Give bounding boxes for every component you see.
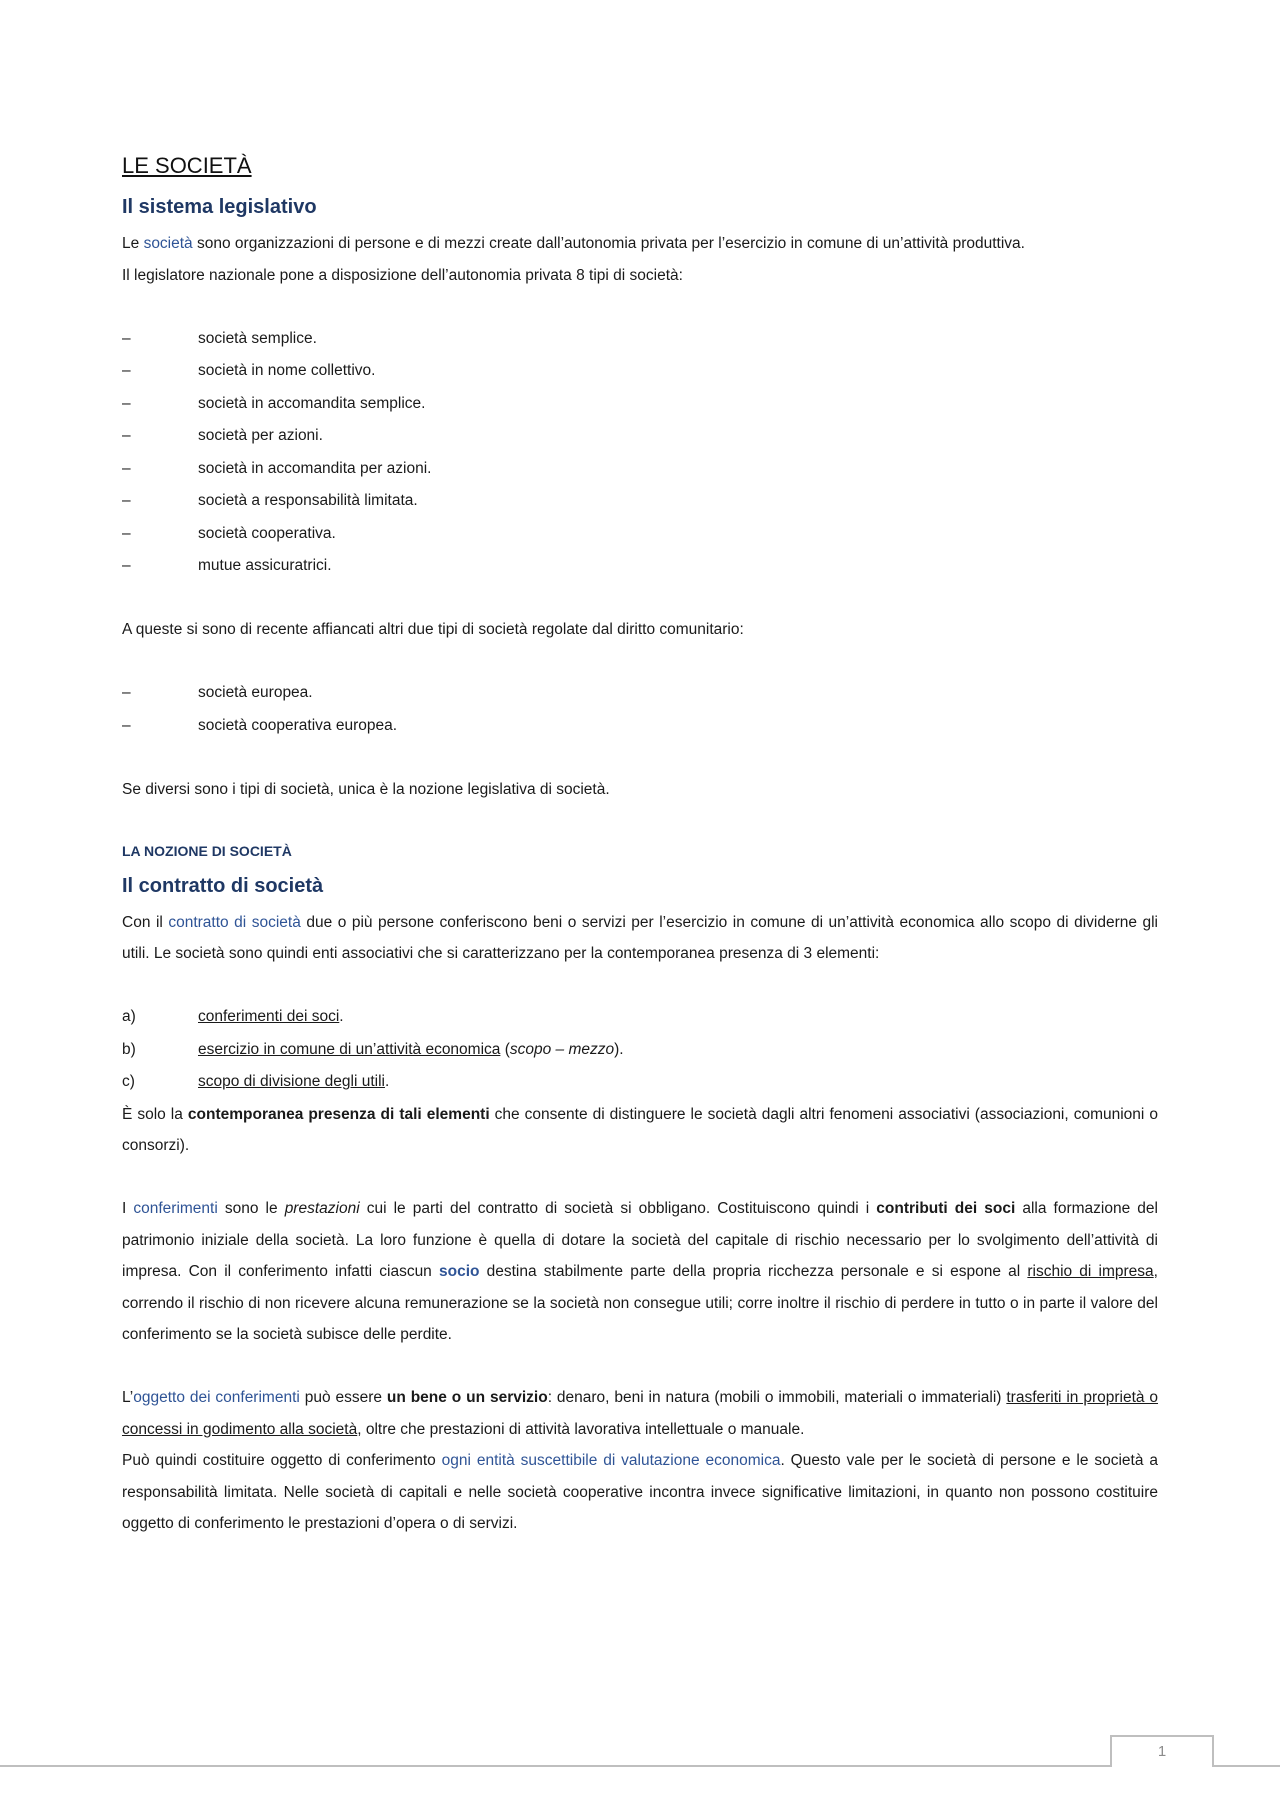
list-item: – mutue assicuratrici. bbox=[122, 557, 332, 574]
page-number: 1 bbox=[1110, 1735, 1214, 1767]
keyword-valutazione-economica: ogni entità suscettibile di valutazione economica bbox=[441, 1452, 781, 1469]
list-item: – società a responsabilità limitata. bbox=[122, 492, 418, 509]
list-item: – società in nome collettivo. bbox=[122, 362, 376, 379]
list-item: – società semplice. bbox=[122, 329, 317, 347]
paragraph-valutazione: Può quindi costituire oggetto di conferimento ogni entità suscettibile di valutazione economica. Questo vale per le società di persone e le società a responsabilità limitata. Nelle società di capitali e nelle società cooperative incontra invece significative limitazioni, in quanto non possono costituire oggetto di conferimento le prestazioni d’opera o di servizi. bbox=[122, 1452, 1158, 1532]
list-item: c) scopo di divisione degli utili. bbox=[122, 1073, 390, 1090]
eu-company-types-list bbox=[122, 677, 1158, 742]
company-types-list bbox=[122, 323, 1158, 583]
list-item: – società cooperativa europea. bbox=[122, 716, 398, 734]
paragraph-closing: Se diversi sono i tipi di società, unica è la nozione legislativa di società. bbox=[122, 780, 610, 798]
elements-list bbox=[122, 1001, 1158, 1099]
keyword-conferimenti: conferimenti bbox=[133, 1200, 218, 1217]
list-item: a) conferimenti dei soci. bbox=[122, 1008, 344, 1025]
document-title: LE SOCIETÀ bbox=[122, 153, 252, 178]
paragraph-contratto: Con il contratto di società due o più persone conferiscono beni o servizi per l’esercizio in comune di un’attività economica allo scopo di dividerne gli utili. Le società sono quindi enti associativi che si caratterizzano per la contemporanea presenza di 3 elementi: bbox=[122, 913, 1158, 962]
keyword-societa: società bbox=[143, 235, 193, 252]
list-item: – società europea. bbox=[122, 684, 313, 701]
paragraph-conferimenti: I conferimenti sono le prestazioni cui le parti del contratto di società si obbligano. Costituiscono quindi i contributi dei soci alla formazione del patrimonio iniziale della società. La loro funzione è quella di dotare la società del capitale di rischio necessario per lo svolgimento dell’attività di impresa. Con il conferimento infatti ciascun socio destina stabilmente parte della propria ricchezza personale e si espone al rischio di impresa, correndo il rischio di non ricevere alcuna remunerazione se la società non consegue utili; corre inoltre il rischio di perdere in tutto o in parte il valore del conferimento se la società subisce delle perdite. bbox=[122, 1200, 1158, 1343]
paragraph-legislatore: Il legislatore nazionale pone a disposizione dell’autonomia privata 8 tipi di società: bbox=[122, 266, 683, 284]
keyword-contratto-di-societa: contratto di società bbox=[168, 913, 301, 931]
section-label-nozione: LA NOZIONE DI SOCIETÀ bbox=[122, 842, 292, 859]
list-item: b) esercizio in comune di un’attività economica (scopo – mezzo). bbox=[122, 1040, 624, 1058]
list-item: – società in accomandita semplice. bbox=[122, 394, 426, 412]
section-heading-sistema-legislativo: Il sistema legislativo bbox=[122, 196, 317, 218]
section-heading-contratto: Il contratto di società bbox=[122, 874, 324, 897]
paragraph-eu-intro: A queste si sono di recente affiancati altri due tipi di società regolate dal diritto comunitario: bbox=[122, 621, 744, 638]
paragraph-intro: Le società sono organizzazioni di persone e di mezzi create dall’autonomia privata per l’esercizio in comune di un’attività produttiva. bbox=[122, 235, 1025, 252]
keyword-oggetto-dei-conferimenti: oggetto dei conferimenti bbox=[133, 1389, 300, 1406]
document-body bbox=[122, 150, 1158, 1540]
footer-rule bbox=[0, 1765, 1280, 1767]
paragraph-oggetto: L’oggetto dei conferimenti può essere un bene o un servizio: denaro, beni in natura (mobili o immobili, materiali o immateriali) trasferiti in proprietà o concessi in godimento alla società, oltre che prestazioni di attività lavorativa intellettuale o manuale. bbox=[122, 1389, 1159, 1438]
keyword-socio: socio bbox=[438, 1263, 480, 1280]
paragraph-contemporanea: È solo la contemporanea presenza di tali elementi che consente di distinguere le società dagli altri fenomeni associativi (associazioni, comunioni o consorzi). bbox=[122, 1105, 1158, 1154]
list-item: – società cooperativa. bbox=[122, 524, 336, 542]
list-item: – società in accomandita per azioni. bbox=[122, 459, 432, 477]
list-item: – società per azioni. bbox=[122, 427, 323, 444]
